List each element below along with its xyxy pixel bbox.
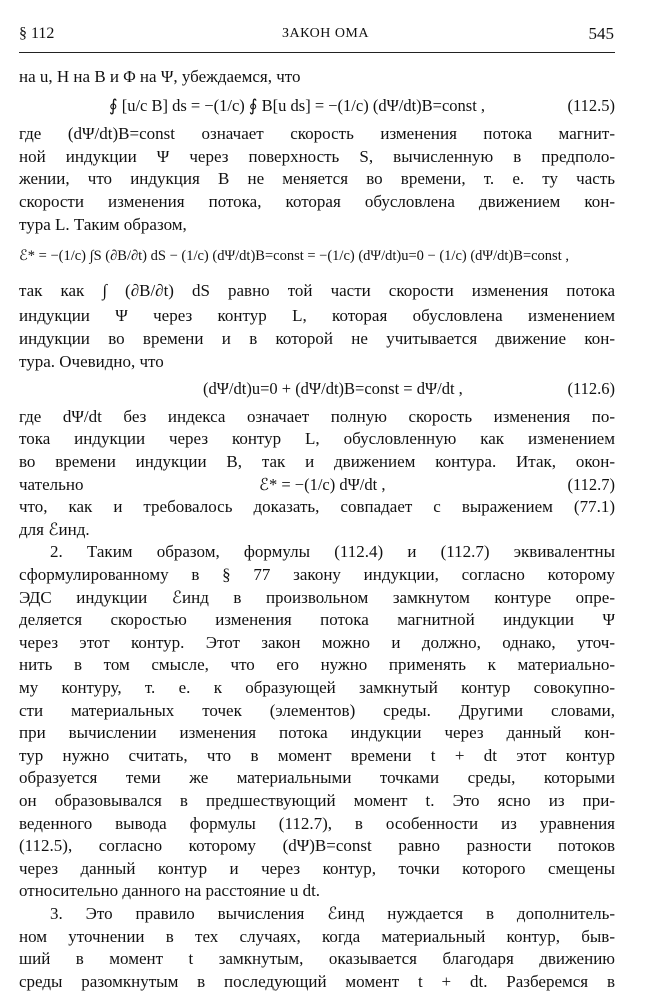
text-line: образуется теми же материальными точками среды, которыми bbox=[19, 768, 615, 788]
section-number: § 112 bbox=[19, 25, 55, 42]
text-line: веденного вывода формулы (112.7), в особенности из уравнения bbox=[19, 813, 615, 833]
text-line: чательно bbox=[19, 474, 84, 494]
paragraph-start: 3. Это правило вычисления ℰинд нуждается в дополнитель- bbox=[50, 904, 615, 923]
text-line: через данный контур и через контур, точки которого смещены bbox=[19, 858, 615, 878]
equation-number: (112.5) bbox=[567, 95, 615, 115]
page-number: 545 bbox=[588, 24, 614, 43]
text-line: тура L. Таким образом, bbox=[19, 214, 187, 234]
text-line: ном уточнении в тех случаях, когда материальный контур, быв- bbox=[19, 926, 615, 946]
text-line: относительно данного на расстояние u dt. bbox=[19, 881, 321, 901]
text-line: где dΨ/dt без индекса означает полную скорость изменения по- bbox=[19, 406, 615, 426]
text-line: на u, H на B и Φ на Ψ, убеждаемся, что bbox=[19, 67, 301, 86]
equation-expression: ℰ* = −(1/c) ∫S (∂B/∂t) dS − (1/c) (dΨ/dt)B=const = −(1/c) (dΨ/dt)u=0 − (1/c) (dΨ/dt)B=const , bbox=[19, 248, 569, 265]
running-title: ЗАКОН ОМА bbox=[281, 26, 369, 41]
text-line: для ℰинд. bbox=[19, 519, 90, 539]
text-line: скорости изменения потока, которая обусловлена движением кон- bbox=[19, 192, 615, 211]
text-line: тура. Очевидно, что bbox=[19, 351, 164, 371]
equation-expression: (dΨ/dt)u=0 + (dΨ/dt)B=const = dΨ/dt , bbox=[203, 379, 463, 399]
text-line: тока индукции через контур L, обусловленную как изменением bbox=[19, 429, 615, 449]
text-line: ной индукции Ψ через поверхность S, вычисленную в предполо- bbox=[19, 146, 615, 166]
text-line: му контуру, т. е. к образующей замкнутый контур совокупно- bbox=[19, 678, 615, 697]
text-line: индукции во времени и в которой не учитывается движение кон- bbox=[19, 329, 615, 348]
header-rule bbox=[19, 52, 615, 53]
text-line: среды разомкнутым в последующий момент t + dt. Разберемся в bbox=[19, 971, 615, 991]
equation-expression: ∮ [u/c B] ds = −(1/c) ∮ B[u ds] = −(1/c) (dΨ/dt)B=const , bbox=[109, 95, 486, 115]
text-line: при вычислении изменения потока индукции через данный кон- bbox=[19, 723, 615, 743]
paragraph-start: 2. Таким образом, формулы (112.4) и (112.7) эквивалентны bbox=[50, 542, 615, 562]
text-line: он образовывался в предшествующий момент t. Это ясно из при- bbox=[19, 791, 615, 810]
equation-number: (112.6) bbox=[567, 379, 615, 399]
text-line: деляется скоростью изменения потока магнитной индукции Ψ bbox=[19, 610, 615, 630]
text-line: что, как и требовалось доказать, совпадает с выражением (77.1) bbox=[19, 497, 615, 517]
text-line: где (dΨ/dt)B=const означает скорость изменения потока магнит- bbox=[19, 124, 615, 144]
text-line: тур нужно считать, что в момент времени t + dt этот контур bbox=[19, 745, 615, 765]
text-line: нить в том смысле, что его нужно применять к материально- bbox=[19, 655, 615, 675]
text-line: сти материальных точек (элементов) среды. Другими словами, bbox=[19, 700, 615, 720]
text-line: жении, что индукция B не меняется во времени, т. е. ту часть bbox=[19, 169, 615, 189]
equation-number: (112.7) bbox=[567, 474, 615, 494]
text-line: (112.5), согласно которому (dΨ)B=const равно разности потоков bbox=[19, 836, 615, 856]
text-line: индукции Ψ через контур L, которая обусловлена изменением bbox=[19, 306, 615, 326]
text-line: ший в момент t замкнутым, оказывается благодаря движению bbox=[19, 949, 615, 969]
text-line: ЭДС индукции ℰинд в произвольном замкнутом контуре опре- bbox=[19, 587, 615, 607]
text-line: так как ∫ (∂B/∂t) dS равно той части скорости изменения потока bbox=[19, 280, 615, 300]
text-line: через этот контур. Этот закон можно и должно, однако, уточ- bbox=[19, 632, 615, 652]
text-line: сформулированному в § 77 закону индукции, согласно которому bbox=[19, 565, 615, 584]
text-line: во времени индукции B, так и движением контура. Итак, окон- bbox=[19, 452, 615, 471]
equation-expression: ℰ* = −(1/c) dΨ/dt , bbox=[259, 474, 386, 494]
